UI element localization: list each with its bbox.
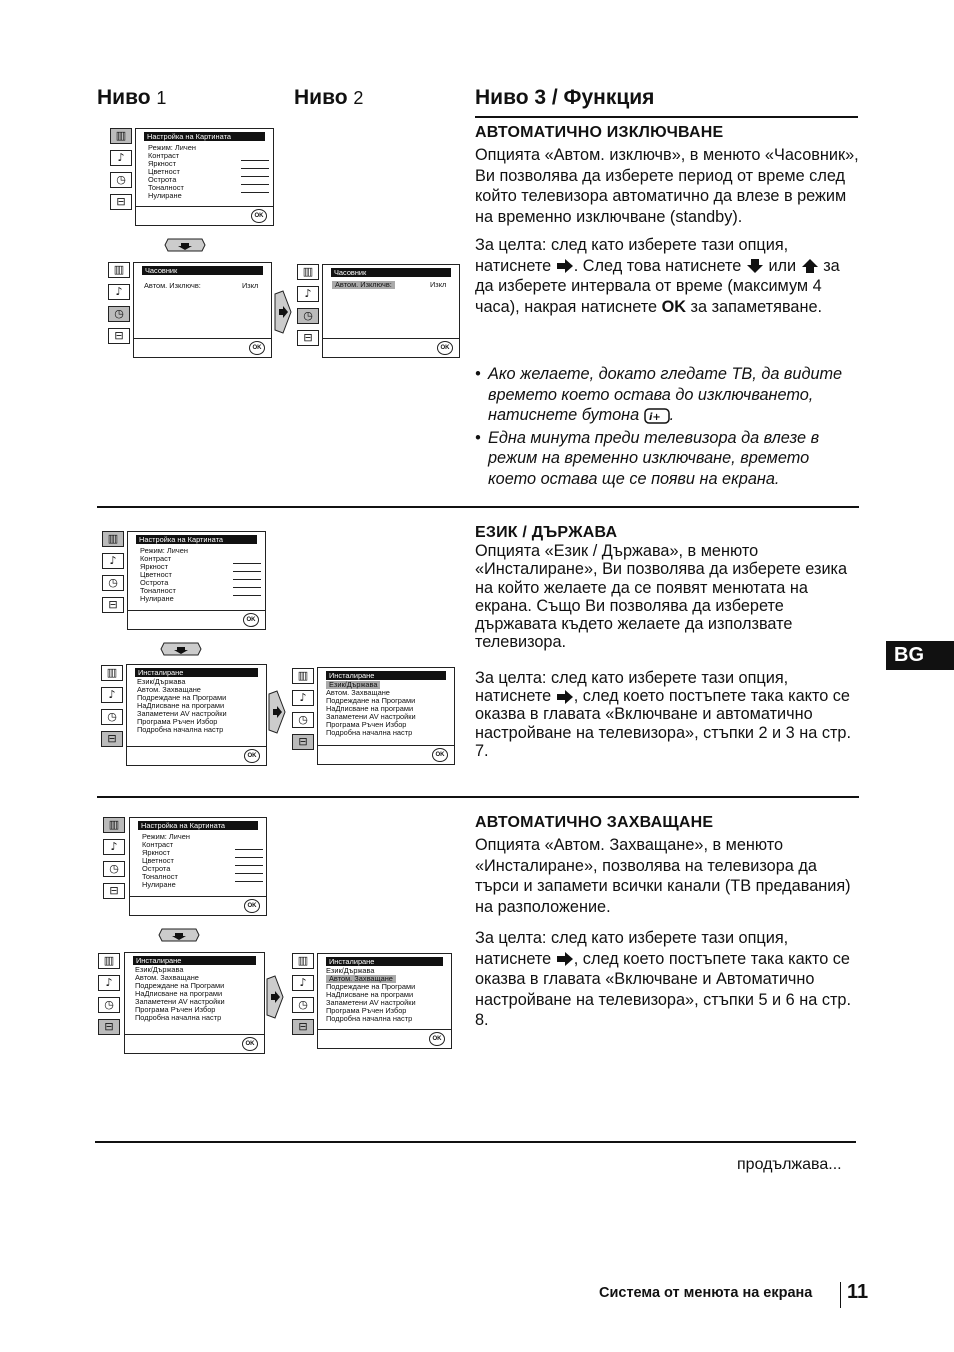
level2-header: Ниво 2 [294,86,364,109]
menu-item-highlighted: Автом. Захващане [326,975,396,983]
section-divider [97,796,859,798]
setup-icon: ⊟ [108,328,130,344]
picture-icon: ▥ [102,531,124,547]
ok-icon: OK [244,899,260,913]
section1-p2: За целта: след като изберете тази опция, натиснете . След това натиснете или за да изберете интервала от време (максимум 4 часа), накрая натиснете OK за запаметяване. [475,236,840,316]
menu-item: Тоналност [148,183,184,192]
picture-icon: ▥ [292,668,314,684]
menu-item: Тоналност [142,872,178,881]
menu-title-bar: Настройка на Картината [144,132,265,141]
up-arrow-icon [801,258,819,274]
install-menu-screen-selected [317,953,452,1049]
section1-title: АВТОМАТИЧНО ИЗКЛЮЧВАНЕ [475,124,724,141]
slider-icon [233,587,261,588]
section3-title: АВТОМАТИЧНО ЗАХВАЩАНЕ [475,814,714,831]
menu-item: Цветност [148,167,180,176]
install-menu-screen [124,952,265,1054]
install-menu-screen [126,664,267,766]
menu-item: Подреждане на Програми [135,981,225,990]
sound-icon: ♪ [102,553,124,569]
clock-icon: ◷ [292,712,314,728]
sound-icon: ♪ [292,975,314,991]
menu-item: Запаметени AV настройки [135,997,225,1006]
nav-down-icon [164,238,206,252]
setup-icon: ⊟ [297,330,319,346]
clock-icon: ◷ [108,306,130,322]
menu-item: Програма Ръчен Избор [326,720,407,729]
menu-item: Яркност [140,562,168,571]
setup-icon: ⊟ [292,1019,314,1035]
section3-p1: Опцията «Автом. Захващане», в менюто «Инсталиране», позволява на телевизора да търси и запамети всички канали (ТВ предавания) на разположение. [475,836,851,916]
clock-menu-screen [133,262,272,358]
footer-separator [840,1282,841,1308]
setup-icon: ⊟ [103,883,125,899]
bullet-item: Ако желаете, докато гледате ТВ, да видите времето което остава до изключването, натиснете бутона i+ . [488,365,843,424]
menu-item: Запаметени AV настройки [137,709,227,718]
picture-menu-screen [127,531,266,630]
menu-item: Програма Ръчен Избор [135,1005,216,1014]
menu-item-highlighted: Автом. Изключв: [332,281,395,289]
menu-item: Подробна начална настр [326,1014,413,1023]
section3-text [475,835,860,1031]
menu-item: Подреждане на Програми [326,982,416,991]
icon-column [102,531,124,619]
menu-item: Запаметени AV настройки [326,998,416,1007]
section-divider [97,506,859,508]
slider-icon [233,579,261,580]
clock-icon: ◷ [297,308,319,324]
clock-icon: ◷ [292,997,314,1013]
ok-icon: OK [243,613,259,627]
page-number: 11 [847,1281,869,1303]
menu-item: НаДписване на програми [137,701,225,710]
section2-p2: За целта: след като изберете тази опция, натиснете , след което постъпете така както се оказва в главата «Включване и автоматично настройване на телевизора», стъпки 2 и 3 на стр. 7. [475,668,851,760]
menu-item: Автом. Захващане [135,973,199,982]
setup-icon: ⊟ [292,734,314,750]
menu-item: Режим: Личен [142,832,190,841]
slider-icon [233,571,261,572]
menu-item: Яркност [148,159,176,168]
right-arrow-icon [556,258,574,274]
picture-menu-screen [135,128,274,226]
menu-item: Цветност [142,856,174,865]
menu-item: Автом. Захващане [137,685,201,694]
picture-menu-screen [129,817,267,916]
menu-title-bar: Настройка на Картината [136,535,257,544]
menu-item: Подробна начална настр [326,728,413,737]
menu-item: Подробна начална настр [135,1013,222,1022]
menu-item: Контраст [140,554,172,563]
menu-item: Език/Държава [135,965,184,974]
section3-p2: За целта: след като изберете тази опция, натиснете , след което постъпете така както се оказва в главата «Включване и Автоматично настройване на телевизора», стъпки 5 и 6 на стр. 8. [475,929,851,1029]
menu-item: Автом. Изключв: [144,281,201,290]
picture-icon: ▥ [110,128,132,144]
nav-pad-icon: OK [429,1032,445,1046]
menu-item: Острота [142,864,171,873]
slider-icon [241,176,269,177]
menu-item: Подробна начална настр [137,725,224,734]
clock-icon: ◷ [110,172,132,188]
picture-icon: ▥ [103,817,125,833]
slider-icon [235,881,263,882]
clock-icon: ◷ [101,709,123,725]
setup-icon: ⊟ [110,194,132,210]
menu-item: Режим: Личен [140,546,188,555]
menu-title-bar: Инсталиране [326,671,446,680]
picture-icon: ▥ [98,953,120,969]
icon-column [110,128,132,216]
menu-item: Запаметени AV настройки [326,712,416,721]
icon-column [292,953,314,1041]
menu-item: Нулиране [140,594,174,603]
nav-right-icon [266,975,284,1019]
picture-icon: ▥ [292,953,314,969]
menu-item: Тоналност [140,586,176,595]
menu-item-highlighted: Език/Държава [326,681,380,689]
menu-item: Програма Ръчен Избор [326,1006,407,1015]
sound-icon: ♪ [108,284,130,300]
menu-title-bar: Часовник [331,268,451,277]
section2-title: ЕЗИК / ДЪРЖАВА [475,524,618,541]
menu-item: Нулиране [142,880,176,889]
footer-title: Система от менюта на екрана [599,1285,813,1301]
setup-icon: ⊟ [98,1019,120,1035]
menu-item: Подреждане на Програми [326,696,416,705]
nav-down-icon [160,642,202,656]
level1-header: Ниво 1 [97,86,167,109]
info-button-icon [644,408,670,424]
slider-icon [233,563,261,564]
clock-icon: ◷ [102,575,124,591]
section1-bullets: • Ако желаете, докато гледате ТВ, да видите времето което остава до изключването, натиснете бутона i+ . • Една минута преди телевизора да влезе в режим на временно изключване, времето което остава ще се появи на екрана. [475,364,860,489]
picture-icon: ▥ [297,264,319,280]
nav-down-icon [158,928,200,942]
sound-icon: ♪ [297,286,319,302]
menu-item: Контраст [148,151,180,160]
slider-icon [233,595,261,596]
slider-icon [241,192,269,193]
install-menu-screen-selected [317,667,455,765]
clock-menu-screen-selected [322,264,460,358]
language-tab: BG [886,641,954,670]
menu-item: Автом. Захващане [326,688,390,697]
clock-icon: ◷ [98,997,120,1013]
sound-icon: ♪ [98,975,120,991]
right-arrow-icon [556,689,574,705]
nav-pad-icon: OK [437,341,453,355]
slider-icon [235,865,263,866]
level3-header: Ниво 3 / Функция [475,86,655,109]
sound-icon: ♪ [103,839,125,855]
sound-icon: ♪ [292,690,314,706]
nav-pad-icon: OK [432,748,448,762]
icon-column [292,668,314,756]
sound-icon: ♪ [101,687,123,703]
icon-column [98,953,120,1041]
picture-icon: ▥ [108,262,130,278]
slider-icon [241,160,269,161]
section1-text [475,145,860,317]
menu-value: Изкл [242,281,259,290]
ok-icon: OK [242,1037,258,1051]
menu-item: Яркност [142,848,170,857]
right-arrow-icon [556,951,574,967]
icon-column [108,262,130,350]
menu-title-bar: Инсталиране [133,956,256,965]
menu-item: Режим: Личен [148,143,196,152]
menu-item: Цветност [140,570,172,579]
menu-title-bar: Часовник [142,266,263,275]
picture-icon: ▥ [101,665,123,681]
menu-item: НаДписване на програми [135,989,223,998]
menu-item: Подреждане на Програми [137,693,227,702]
icon-column [101,665,123,753]
menu-title-bar: Инсталиране [326,957,443,966]
menu-value: Изкл [430,280,447,289]
continues-text: продължава... [737,1156,842,1173]
menu-item: Нулиране [148,191,182,200]
menu-item: НаДписване на програми [326,704,414,713]
icon-column [297,264,319,352]
nav-right-icon [274,290,292,334]
header-rule [475,116,858,118]
clock-icon: ◷ [103,861,125,877]
ok-icon: OK [251,209,267,223]
menu-item: Острота [140,578,169,587]
icon-column [103,817,125,905]
menu-item: Контраст [142,840,174,849]
menu-title-bar: Настройка на Картината [138,821,258,830]
ok-icon: OK [244,749,260,763]
setup-icon: ⊟ [102,597,124,613]
bullet-item: Една минута преди телевизора да влезе в режим на временно изключване, времето което остава ще се появи на екрана. [488,428,820,488]
sound-icon: ♪ [110,150,132,166]
menu-title-bar: Инсталиране [135,668,258,677]
down-arrow-icon [746,258,764,274]
menu-item: Програма Ръчен Избор [137,717,218,726]
setup-icon: ⊟ [101,731,123,747]
section2-p1: Опцията «Език / Държава», в менюто «Инсталиране», Ви позволява да изберете езика на който желаете да се появят менютата на екрана. Също Ви позволява да изберете държавата където желаете да използвате телевизора. [475,542,848,652]
bottom-divider [95,1141,856,1143]
menu-item: Език/Държава [137,677,186,686]
slider-icon [241,168,269,169]
slider-icon [235,849,263,850]
slider-icon [241,184,269,185]
menu-item: Острота [148,175,177,184]
menu-item: Език/Държава [326,966,375,975]
slider-icon [235,873,263,874]
svg-text:i+: i+ [648,411,661,423]
section2-text [475,542,860,760]
ok-icon: OK [249,341,265,355]
slider-icon [235,857,263,858]
nav-right-icon [268,690,286,734]
section1-p1: Опцията «Автом. изключв», в менюто «Часовник», Ви позволява да изберете период от време след който телевизора автоматично да влезе в режим на временно изключване (standby). [475,146,859,226]
menu-item: НаДписване на програми [326,990,414,999]
